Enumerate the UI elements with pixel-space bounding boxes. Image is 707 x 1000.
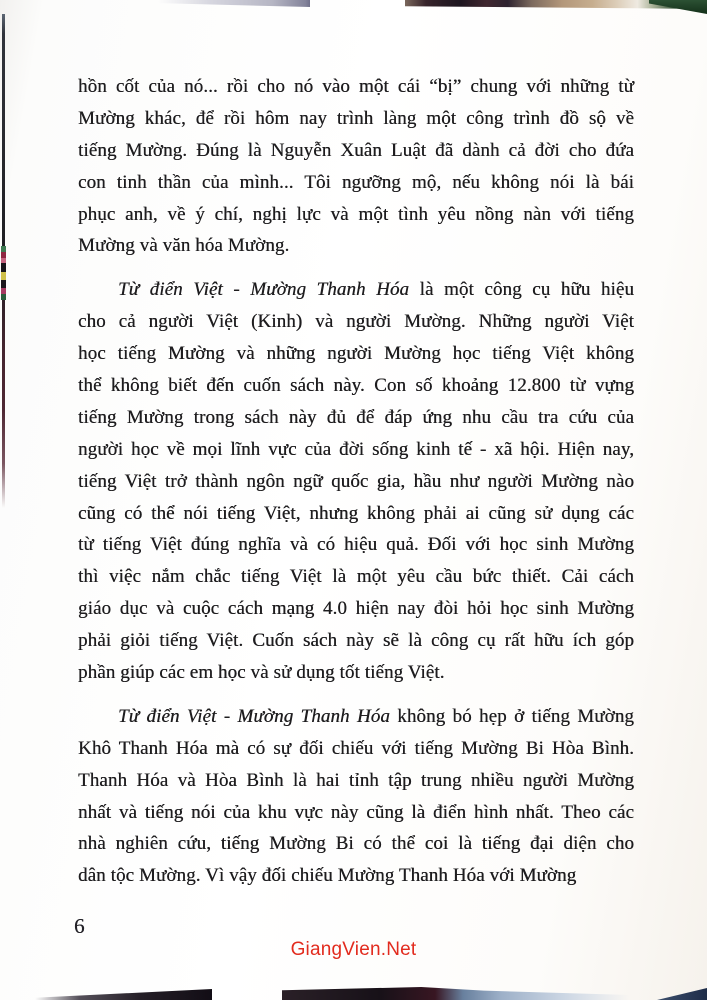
text-line: thì việc nắm chắc tiếng Việt là một yêu cầu bức thiết. Cải cách: [78, 566, 634, 588]
edge-mark-yellow: [1, 272, 6, 280]
paragraph: [78, 701, 634, 892]
text-line: dân tộc Mường. Vì vậy đối chiếu Mường Thanh Hóa với Mường: [78, 865, 577, 887]
text-line: cũng có thể nói tiếng Việt, nhưng không phải ai cũng sử dụng các: [78, 502, 634, 524]
text-line: giáo dục và cuộc cách mạng 4.0 hiện nay đòi hỏi học sinh Mường: [78, 598, 634, 620]
edge-mark-pink: [1, 258, 6, 263]
text-line: học tiếng Mường và những người Mường học tiếng Việt không: [78, 343, 634, 365]
text-line: con tinh thần của mình... Tôi ngưỡng mộ, nếu không nói là bái: [78, 171, 634, 193]
scan-artifact-left-edge-color-marks: [1, 246, 6, 300]
text-line: phần giúp các em học và sử dụng tốt tiếng Việt.: [78, 662, 445, 684]
text-line: từ tiếng Việt đúng nghĩa và có hiệu quả. Đối với học sinh Mường: [78, 534, 634, 556]
text-line: cho cả người Việt (Kinh) và người Mường. Những người Việt: [78, 311, 634, 333]
text-line: Khô Thanh Hóa mà có sự đối chiếu với tiếng Mường Bi Hòa Bình.: [78, 737, 634, 759]
text-line: tiếng Việt trở thành ngôn ngữ quốc gia, hầu như người Mường nào: [78, 470, 634, 492]
text-line: người học về mọi lĩnh vực của đời sống kinh tế - xã hội. Hiện nay,: [78, 438, 634, 460]
scan-artifact-bottom-right-wedge: [657, 988, 707, 1000]
text-line: phải giỏi tiếng Việt. Cuốn sách này sẽ là công cụ rất hữu ích góp: [78, 630, 634, 652]
italic-book-title: Từ điển Việt - Mường Thanh Hóa: [118, 705, 390, 727]
edge-mark-magenta: [1, 288, 6, 294]
edge-mark-green: [1, 294, 6, 300]
text-line: nhà nghiên cứu, tiếng Mường Bi có thể coi là tiếng đại diện cho: [78, 833, 634, 855]
watermark-text: GiangVien.Net: [290, 939, 417, 960]
text-line: Thanh Hóa và Hòa Bình là hai tỉnh tập trung nhiều người Mường: [78, 769, 634, 791]
paragraph: [78, 274, 634, 689]
scan-artifact-top-green-corner: [649, 0, 707, 14]
scan-artifact-top-dark-strip: [405, 0, 707, 9]
text-line: tiếng Mường. Đúng là Nguyễn Xuân Luật đã dành cả đời cho đứa: [78, 139, 634, 161]
text-line: Từ điển Việt - Mường Thanh Hóa không bó hẹp ở tiếng Mường: [118, 705, 634, 727]
text-line: nhất và tiếng nói của khu vực này cũng là điển hình nhất. Theo các: [78, 801, 634, 823]
italic-book-title: Từ điển Việt - Mường Thanh Hóa: [118, 279, 410, 301]
scan-artifact-bottom-left-wedge: [35, 989, 212, 1000]
edge-mark-green: [1, 246, 6, 252]
edge-mark-red: [1, 252, 6, 258]
text-block: [78, 71, 634, 892]
text-line: Mường khác, để rồi hôm nay trình làng một công trình đồ sộ về: [78, 107, 634, 129]
scan-artifact-top-gray-strip: [158, 0, 310, 7]
scan-artifact-left-edge-line: [2, 14, 5, 508]
text-line: hồn cốt của nó... rồi cho nó vào một cái “bị” chung với những từ: [78, 76, 634, 97]
text-line: Mường và văn hóa Mường.: [78, 235, 290, 257]
edge-mark-black: [1, 263, 6, 272]
text-line: tiếng Mường trong sách này đủ để đáp ứng nhu cầu tra cứu của: [78, 406, 634, 428]
text-line: thể không biết đến cuốn sách này. Con số khoảng 12.800 từ vựng: [78, 375, 634, 397]
scan-artifact-bottom-middle-wedge: [282, 987, 630, 1000]
page-number: 6: [74, 914, 85, 938]
text-line: phục anh, về ý chí, nghị lực và một tình yêu nồng nàn với tiếng: [78, 203, 634, 225]
paragraph: [78, 71, 634, 262]
text-line: Từ điển Việt - Mường Thanh Hóa là một công cụ hữu hiệu: [118, 279, 634, 301]
edge-mark-black: [1, 280, 6, 288]
